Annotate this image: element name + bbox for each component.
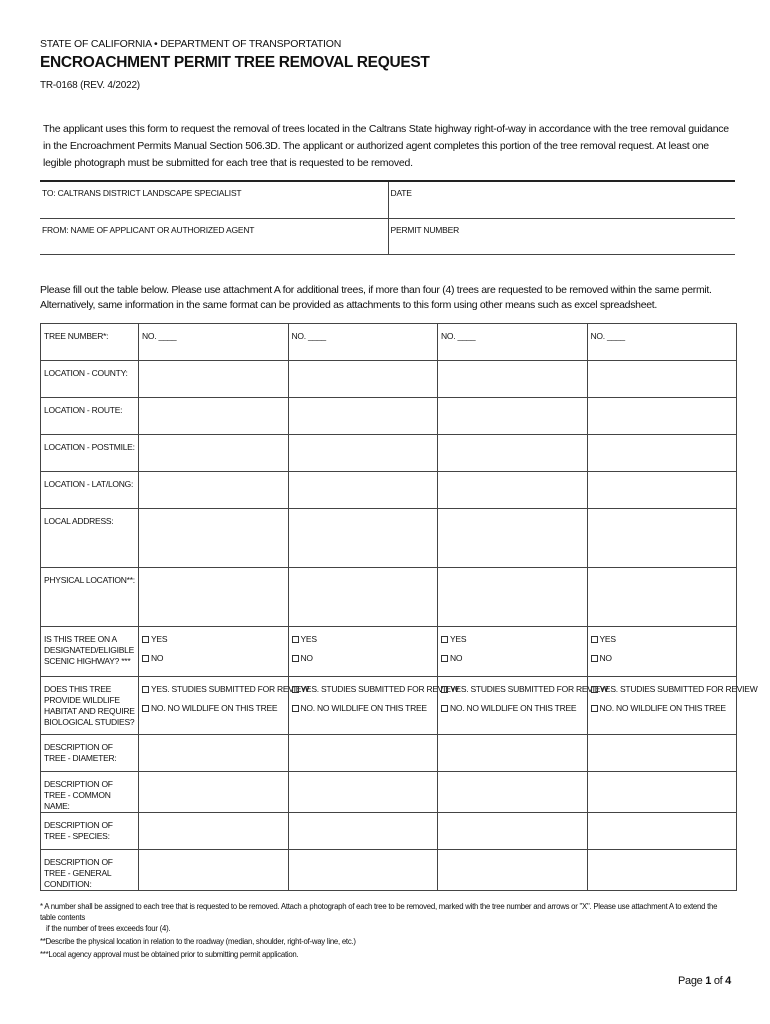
- wildlife-no-label: NO. NO WILDLIFE ON THIS TREE: [599, 703, 726, 713]
- scenic-yes-option[interactable]: [441, 634, 584, 645]
- wildlife-yes-option[interactable]: [441, 684, 608, 695]
- table-row: [41, 627, 737, 677]
- table-row: [41, 435, 737, 472]
- checkbox-icon[interactable]: [142, 705, 149, 712]
- checkbox-icon[interactable]: [441, 686, 448, 693]
- page-current: 1: [705, 975, 712, 987]
- permit-number-field[interactable]: [388, 218, 735, 254]
- checkbox-icon[interactable]: [441, 636, 448, 643]
- date-field[interactable]: [388, 182, 735, 218]
- checkbox-icon[interactable]: [441, 655, 448, 662]
- species-cell[interactable]: [288, 813, 438, 850]
- condition-cell[interactable]: [288, 850, 438, 891]
- tree-number-cell[interactable]: [288, 324, 438, 361]
- form-number: TR-0168 (REV. 4/2022): [40, 80, 140, 91]
- scenic-yes-label: YES: [450, 634, 467, 644]
- agency-line: STATE OF CALIFORNIA • DEPARTMENT OF TRANSPORTATION: [40, 38, 342, 50]
- diameter-cell[interactable]: [288, 735, 438, 772]
- wildlife-options: [587, 677, 758, 735]
- table-row: [41, 813, 737, 850]
- footnote-3: ***Local agency approval must be obtained prior to submitting permit application.: [40, 950, 299, 959]
- common-name-cell[interactable]: [139, 772, 289, 813]
- wildlife-no-option[interactable]: [292, 703, 435, 714]
- county-cell[interactable]: [139, 361, 289, 398]
- row-label-diameter: DESCRIPTION OF TREE - DIAMETER:: [41, 735, 139, 772]
- table-row: [41, 509, 737, 568]
- page-number: [678, 975, 731, 987]
- table-row: [41, 772, 737, 813]
- wildlife-yes-label: YES. STUDIES SUBMITTED FOR REVIEW: [151, 684, 309, 694]
- row-label-species: DESCRIPTION OF TREE - SPECIES:: [41, 813, 139, 850]
- intro-paragraph: The applicant uses this form to request the removal of trees located in the Caltrans State highway right-of-way in accordance with the tree removal guidance in the Encroachment Permits Manual Section 506.3D. The applicant or authorized agent completes this portion of the tree removal request. At least one legible photograph must be submitted for each tree that is requested to be removed.: [43, 123, 729, 169]
- tree-table: [40, 323, 758, 891]
- condition-cell[interactable]: [438, 850, 588, 891]
- diameter-cell[interactable]: [139, 735, 289, 772]
- footnote-1: [40, 901, 730, 934]
- row-label-county: LOCATION - COUNTY:: [41, 361, 139, 398]
- checkbox-icon[interactable]: [292, 705, 299, 712]
- wildlife-no-option[interactable]: [441, 703, 584, 714]
- checkbox-icon[interactable]: [142, 636, 149, 643]
- wildlife-options: [288, 677, 459, 735]
- wildlife-yes-option[interactable]: [292, 684, 459, 695]
- checkbox-icon[interactable]: [142, 686, 149, 693]
- row-label-postmile: LOCATION - POSTMILE:: [41, 435, 139, 472]
- diameter-cell[interactable]: [438, 735, 588, 772]
- wildlife-yes-label: YES. STUDIES SUBMITTED FOR REVIEW: [450, 684, 608, 694]
- checkbox-icon[interactable]: [292, 655, 299, 662]
- row-label-physical-location: PHYSICAL LOCATION**:: [41, 568, 139, 627]
- scenic-no-label: NO: [300, 653, 313, 663]
- footnote-2: **Describe the physical location in relation to the roadway (median, shoulder, right-of-way line, etc.): [40, 937, 356, 946]
- address-cell[interactable]: [139, 509, 289, 568]
- form-title: ENCROACHMENT PERMIT TREE REMOVAL REQUEST: [40, 54, 430, 71]
- wildlife-yes-label: YES. STUDIES SUBMITTED FOR REVIEW: [599, 684, 758, 694]
- species-cell[interactable]: [438, 813, 588, 850]
- species-cell[interactable]: [139, 813, 289, 850]
- scenic-yes-option[interactable]: [292, 634, 435, 645]
- diameter-cell[interactable]: [587, 735, 737, 772]
- route-cell[interactable]: [438, 398, 588, 435]
- scenic-options: [139, 627, 289, 677]
- row-label-latlong: LOCATION - LAT/LONG:: [41, 472, 139, 509]
- footnotes: [40, 901, 730, 962]
- table-row: [41, 677, 737, 735]
- table-instructions: Please fill out the table below. Please use attachment A for additional trees, if more than four (4) trees are requested to be removed within the same permit. Alternatively, same information in the same format can be provided as attachments to this form using other means such as excel spreadsheet.: [40, 284, 712, 311]
- row-label-route: LOCATION - ROUTE:: [41, 398, 139, 435]
- scenic-yes-label: YES: [599, 634, 616, 644]
- row-label-tree-number: TREE NUMBER*:: [41, 324, 139, 361]
- scenic-no-label: NO: [151, 653, 164, 663]
- tree-number-prefix: NO. ____: [142, 331, 177, 341]
- checkbox-icon[interactable]: [292, 686, 299, 693]
- county-cell[interactable]: [288, 361, 438, 398]
- checkbox-icon[interactable]: [591, 636, 598, 643]
- from-field[interactable]: [40, 218, 388, 254]
- condition-cell[interactable]: [587, 850, 737, 891]
- checkbox-icon[interactable]: [591, 655, 598, 662]
- page-total: 4: [725, 975, 731, 987]
- permit-number-label: PERMIT NUMBER: [390, 224, 460, 235]
- scenic-yes-option[interactable]: [142, 634, 285, 645]
- scenic-yes-option[interactable]: [591, 634, 734, 645]
- latlong-cell[interactable]: [438, 472, 588, 509]
- row-label-common-name: DESCRIPTION OF TREE - COMMON NAME:: [41, 772, 139, 813]
- physical-location-cell[interactable]: [139, 568, 289, 627]
- address-cell[interactable]: [288, 509, 438, 568]
- common-name-cell[interactable]: [438, 772, 588, 813]
- wildlife-yes-option[interactable]: [591, 684, 758, 695]
- wildlife-no-label: NO. NO WILDLIFE ON THIS TREE: [151, 703, 278, 713]
- checkbox-icon[interactable]: [591, 686, 598, 693]
- condition-cell[interactable]: [139, 850, 289, 891]
- from-label: FROM: NAME OF APPLICANT OR AUTHORIZED AGENT: [42, 224, 255, 235]
- wildlife-options: [438, 677, 608, 735]
- wildlife-no-label: NO. NO WILDLIFE ON THIS TREE: [300, 703, 427, 713]
- page-of: of: [713, 975, 723, 987]
- physical-location-cell[interactable]: [288, 568, 438, 627]
- table-row: [41, 735, 737, 772]
- row-label-address: LOCAL ADDRESS:: [41, 509, 139, 568]
- wildlife-no-label: NO. NO WILDLIFE ON THIS TREE: [450, 703, 577, 713]
- to-field[interactable]: [40, 182, 388, 218]
- scenic-no-option[interactable]: [591, 653, 734, 664]
- wildlife-no-option[interactable]: [591, 703, 734, 714]
- species-cell[interactable]: [587, 813, 737, 850]
- wildlife-yes-label: YES. STUDIES SUBMITTED FOR REVIEW: [300, 684, 459, 694]
- table-row: [41, 472, 737, 509]
- checkbox-icon[interactable]: [142, 655, 149, 662]
- checkbox-icon[interactable]: [292, 636, 299, 643]
- scenic-no-label: NO: [599, 653, 612, 663]
- common-name-cell[interactable]: [288, 772, 438, 813]
- postmile-cell[interactable]: [438, 435, 588, 472]
- common-name-cell[interactable]: [587, 772, 737, 813]
- physical-location-cell[interactable]: [587, 568, 737, 627]
- to-label: TO: CALTRANS DISTRICT LANDSCAPE SPECIALIST: [42, 188, 242, 198]
- latlong-cell[interactable]: [288, 472, 438, 509]
- scenic-no-option[interactable]: [292, 653, 435, 664]
- latlong-cell[interactable]: [587, 472, 737, 509]
- checkbox-icon[interactable]: [591, 705, 598, 712]
- scenic-no-option[interactable]: [142, 653, 285, 664]
- date-label: DATE: [390, 188, 412, 198]
- table-row: [41, 324, 737, 361]
- tree-number-cell[interactable]: [587, 324, 737, 361]
- address-cell[interactable]: [587, 509, 737, 568]
- checkbox-icon[interactable]: [441, 705, 448, 712]
- county-cell[interactable]: [587, 361, 737, 398]
- route-cell[interactable]: [139, 398, 289, 435]
- postmile-cell[interactable]: [587, 435, 737, 472]
- scenic-no-option[interactable]: [441, 653, 584, 664]
- address-cell[interactable]: [438, 509, 588, 568]
- tree-number-cell[interactable]: [139, 324, 289, 361]
- table-row: [41, 361, 737, 398]
- table-row: [41, 568, 737, 627]
- route-cell[interactable]: [288, 398, 438, 435]
- scenic-yes-label: YES: [300, 634, 317, 644]
- scenic-options: [288, 627, 438, 677]
- footnote-1-text: * A number shall be assigned to each tree that is requested to be removed. Attach a photograph of each tree to be removed, marked with the tree number and arrows or "X". Please use attachment A to extend the table contents: [40, 902, 718, 922]
- physical-location-cell[interactable]: [438, 568, 588, 627]
- table-row: [41, 398, 737, 435]
- wildlife-no-option[interactable]: [142, 703, 285, 714]
- wildlife-options: [139, 677, 309, 735]
- route-cell[interactable]: [587, 398, 737, 435]
- applicant-info-table: [40, 182, 735, 255]
- scenic-no-label: NO: [450, 653, 463, 663]
- table-row: [41, 850, 737, 891]
- county-cell[interactable]: [438, 361, 588, 398]
- scenic-yes-label: YES: [151, 634, 168, 644]
- page-label: Page: [677, 975, 703, 987]
- row-label-wildlife: DOES THIS TREE PROVIDE WILDLIFE HABITAT AND REQUIRE BIOLOGICAL STUDIES?: [41, 677, 139, 735]
- tree-number-prefix: NO. ____: [590, 331, 625, 341]
- tree-number-prefix: NO. ____: [291, 331, 326, 341]
- footnote-1-continued: if the number of trees exceeds four (4).: [46, 924, 171, 933]
- wildlife-yes-option[interactable]: [142, 684, 309, 695]
- postmile-cell[interactable]: [139, 435, 289, 472]
- latlong-cell[interactable]: [139, 472, 289, 509]
- tree-number-prefix: NO. ____: [441, 331, 476, 341]
- postmile-cell[interactable]: [288, 435, 438, 472]
- tree-number-cell[interactable]: [438, 324, 588, 361]
- scenic-options: [438, 627, 588, 677]
- scenic-options: [587, 627, 737, 677]
- row-label-condition: DESCRIPTION OF TREE - GENERAL CONDITION:: [41, 850, 139, 891]
- row-label-scenic: IS THIS TREE ON A DESIGNATED/ELIGIBLE SCENIC HIGHWAY? ***: [41, 627, 139, 677]
